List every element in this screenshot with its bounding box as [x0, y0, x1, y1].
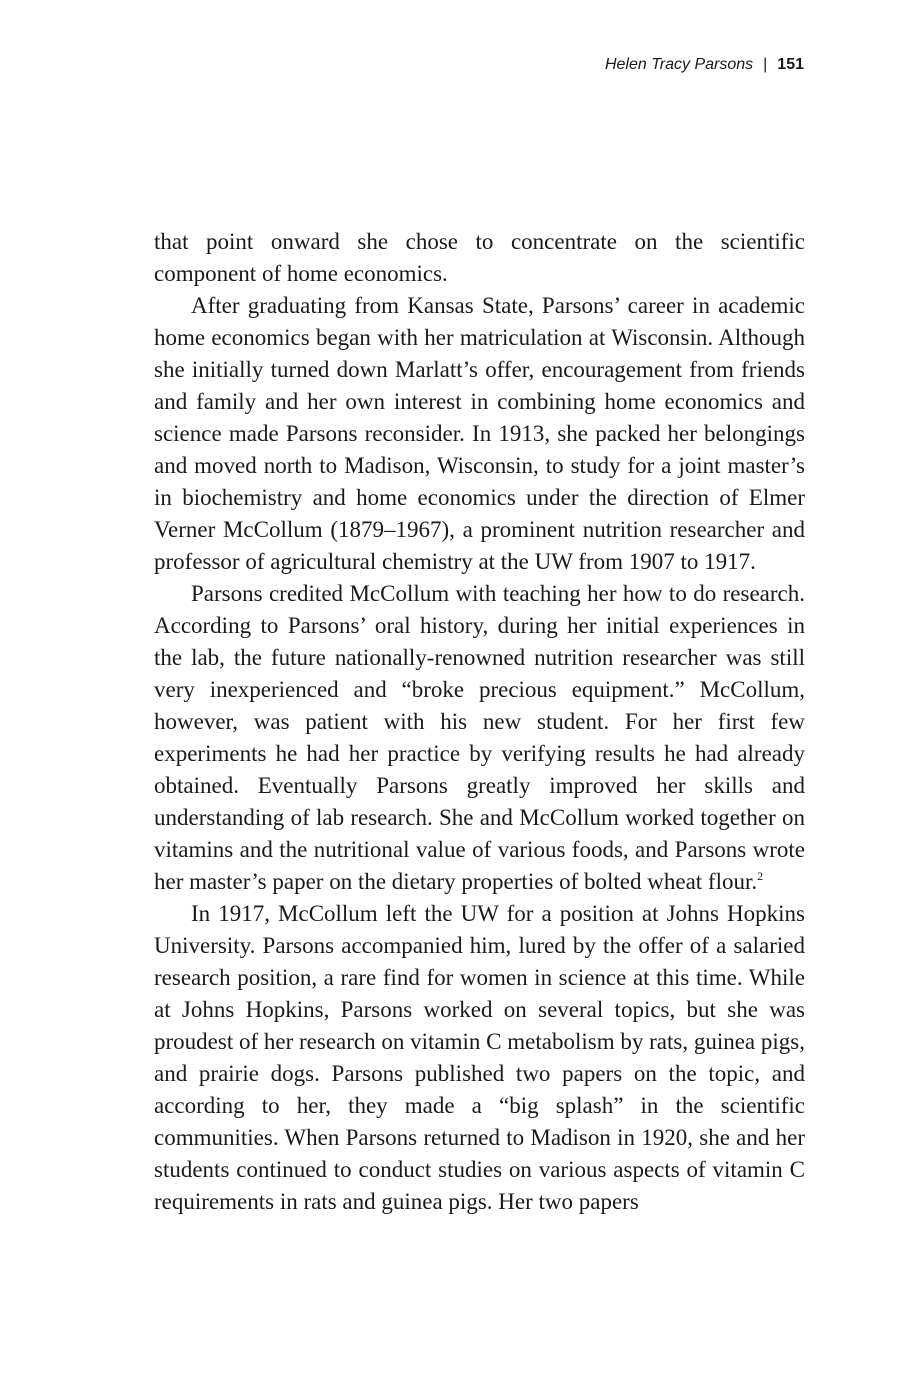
paragraph-text: Parsons credited McCollum with teaching her how to do research. According to Parsons’ oral history, during her initial experiences in the lab, the future nationally-renowned nutrition researcher was still very inexperienced and “broke precious equipment.” McCollum, however, was patient with his new student. For her first few experiments he had her practice by verifying results he had already obtained. Eventually Parsons greatly improved her skills and understanding of lab research. She and McCollum worked together on vitamins and the nutritional value of various foods, and Parsons wrote her master’s paper on the dietary properties of bolted wheat flour. [154, 581, 805, 894]
paragraph [154, 290, 805, 578]
footnote-marker[interactable]: 2 [757, 869, 764, 883]
running-head [605, 55, 804, 75]
running-head-separator: | [763, 56, 768, 73]
paragraph-continuation [154, 226, 805, 290]
body-text [154, 226, 805, 1218]
paragraph [154, 898, 805, 1218]
paragraph-text: that point onward she chose to concentrate on the scientific component of home economics. [154, 229, 805, 286]
paragraph-text: In 1917, McCollum left the UW for a position at Johns Hopkins University. Parsons accompanied him, lured by the offer of a salaried research position, a rare find for women in science at this time. While at Johns Hopkins, Parsons worked on several topics, but she was proudest of her research on vitamin C metabolism by rats, guinea pigs, and prairie dogs. Parsons published two papers on the topic, and according to her, they made a “big splash” in the scientific communities. When Parsons returned to Madison in 1920, she and her students continued to conduct studies on various aspects of vitamin C requirements in rats and guinea pigs. Her two papers [154, 901, 805, 1214]
paragraph [154, 578, 805, 898]
running-head-title: Helen Tracy Parsons [604, 56, 754, 73]
paragraph-text: After graduating from Kansas State, Parsons’ career in academic home economics began with her matriculation at Wisconsin. Although she initially turned down Marlatt’s offer, encouragement from friends and family and her own interest in combining home economics and science made Parsons reconsider. In 1913, she packed her belongings and moved north to Madison, Wisconsin, to study for a joint master’s in biochemistry and home economics under the direction of Elmer Verner McCollum (1879–1967), a prominent nutrition researcher and professor of agricultural chemistry at the UW from 1907 to 1917. [154, 293, 805, 574]
page-number: 151 [777, 56, 804, 73]
